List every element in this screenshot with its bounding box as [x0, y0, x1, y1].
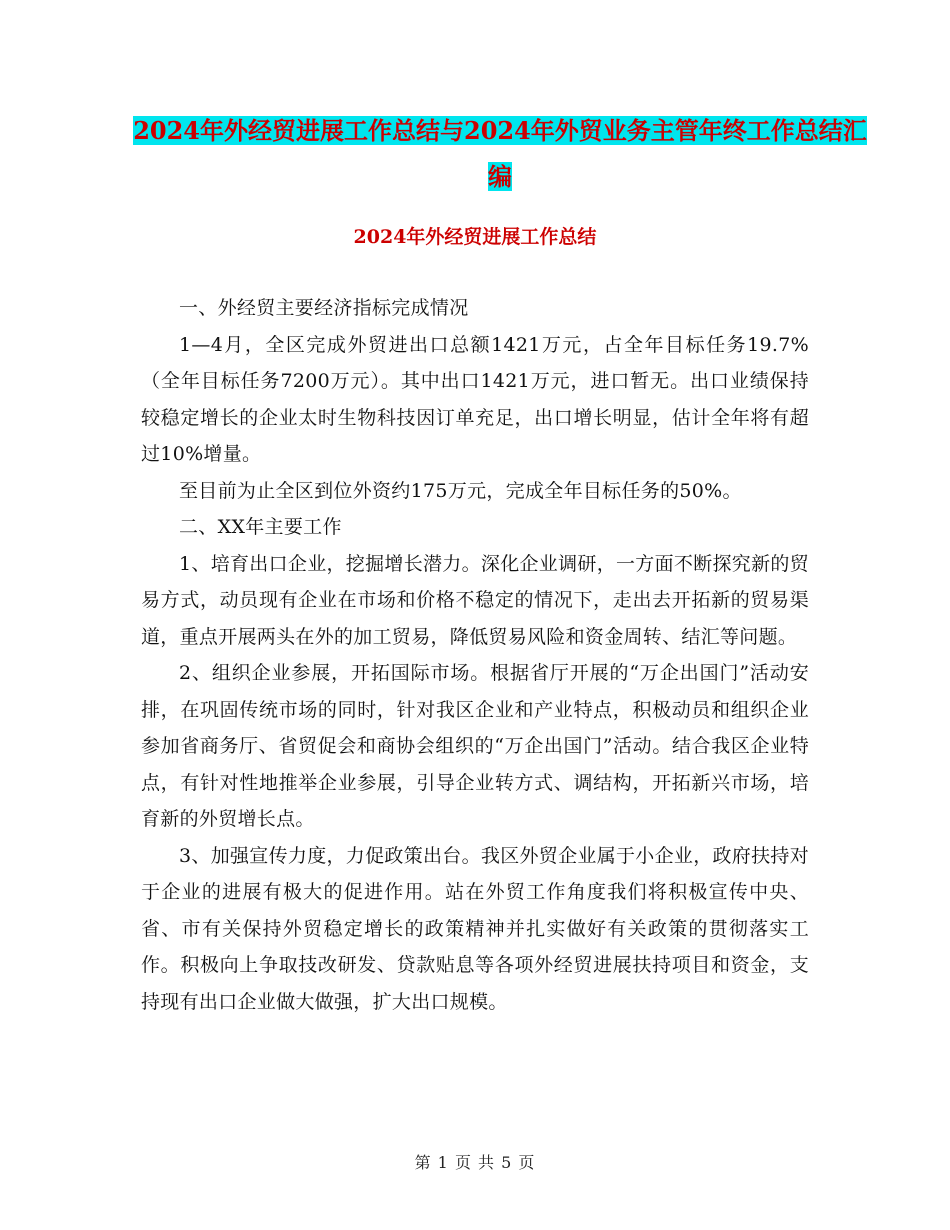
- document-title: [130, 108, 870, 200]
- page-number-footer: 第 1 页 共 5 页: [414, 1153, 536, 1172]
- paragraph-heading-2: 二、XX年主要工作: [179, 516, 342, 538]
- paragraph: 2、组织企业参展，开拓国际市场。根据省厅开展的“万企出国门”活动安排，在巩固传统市场的同时，针对我区企业和产业特点，积极动员和组织企业参加省商务厅、省贸促会和商协会组织的“万企出国门”活动。结合我区企业特点，有针对性地推举企业参展，引导企业转方式、调结构，开拓新兴市场，培育新的外贸增长点。: [141, 662, 809, 830]
- document-title-text: 2024年外经贸进展工作总结与2024年外贸业务主管年终工作总结汇编: [133, 116, 867, 191]
- paragraph: 至目前为止全区到位外资约175万元，完成全年目标任务的50%。: [179, 479, 742, 502]
- paragraph-heading-1: 一、外经贸主要经济指标完成情况: [179, 297, 469, 319]
- section-title: 2024年外经贸进展工作总结: [353, 226, 597, 248]
- paragraph: 1、培育出口企业，挖掘增长潜力。深化企业调研，一方面不断探究新的贸易方式，动员现有企业在市场和价格不稳定的情况下，走出去开拓新的贸易渠道，重点开展两头在外的加工贸易，降低贸易风险和资金周转、结汇等问题。: [141, 552, 809, 648]
- document-body: [141, 290, 809, 1020]
- paragraph: 3、加强宣传力度，力促政策出台。我区外贸企业属于小企业，政府扶持对于企业的进展有极大的促进作用。站在外贸工作角度我们将积极宣传中央、省、市有关保持外贸稳定增长的政策精神并扎实做好有关政策的贯彻落实工作。积极向上争取技改研发、贷款贴息等各项外经贸进展扶持项目和资金，支持现有出口企业做大做强，扩大出口规模。: [141, 844, 809, 1013]
- paragraph: 1—4月，全区完成外贸进出口总额1421万元，占全年目标任务19.7%（全年目标任务7200万元）。其中出口1421万元，进口暂无。出口业绩保持较稳定增长的企业太时生物科技因订单充足，出口增长明显，估计全年将有超过10%增量。: [141, 333, 809, 465]
